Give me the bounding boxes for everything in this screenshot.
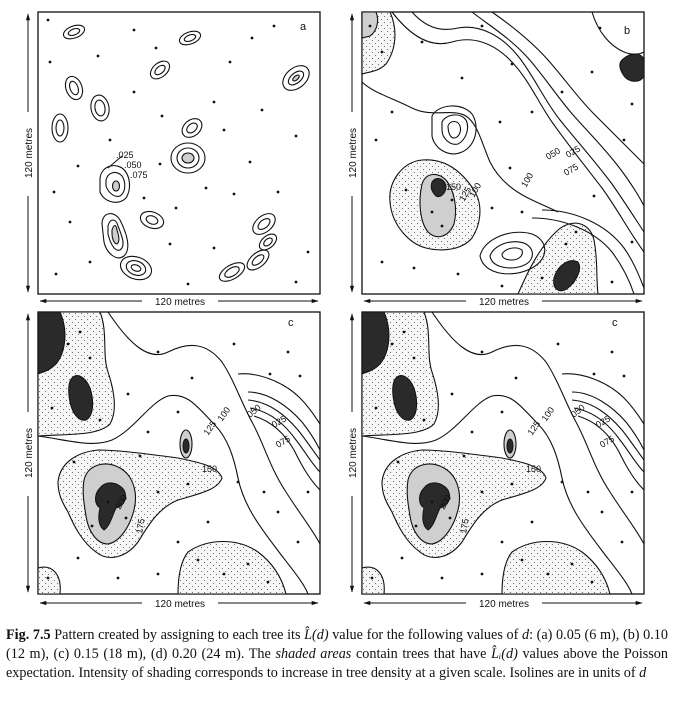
panel-letter: c [612, 317, 618, 329]
y-axis-annotation-top-left [24, 14, 35, 292]
panel-c [38, 312, 320, 594]
caption-text: values above the Poisson expectation. Intensity of shading corresponds to increase in tree density at a given scale. Isolines are in units of [6, 646, 668, 681]
contour-label: 175 [134, 517, 147, 535]
y-axis-annotation-top-right [348, 14, 359, 292]
contour-label: 025 [270, 413, 289, 430]
x-axis-label: 120 metres [154, 599, 206, 610]
contour-label: 125 [201, 419, 219, 438]
contour-label: 050 [244, 402, 263, 420]
caption-text: : (a) 0.05 (6 m), (b) 0.10 (12 m), (c) 0.15 (18 m), (d) 0.20 (24 m). The [6, 627, 668, 662]
caption-text: Pattern created by assigning to each tree its [50, 627, 305, 643]
y-axis-label: 120 metres [24, 427, 35, 479]
y-axis-label: 120 metres [24, 127, 35, 179]
caption-symbol: L̂(d) [304, 627, 329, 643]
contour-label: 100 [539, 405, 557, 424]
caption-text: contain trees that have [351, 646, 492, 662]
panel-b [362, 12, 644, 294]
y-axis-annotation-bottom-left [24, 314, 35, 592]
contour-label: 075 [274, 433, 293, 450]
panel-letter: c [288, 317, 294, 329]
caption-emphasis: shaded areas [275, 646, 352, 662]
y-axis-label: 120 metres [348, 127, 359, 179]
contour-label: .075 [130, 170, 148, 180]
figure-caption [6, 626, 668, 683]
contour-label: 050 [568, 402, 587, 420]
y-axis-annotation-bottom-right [348, 314, 359, 592]
caption-text: value for the following values of [328, 627, 522, 643]
contour-label: .050 [124, 160, 142, 170]
contour-label: .025 [116, 150, 134, 160]
contour-label: 025 [594, 413, 613, 430]
contour-label: 075 [562, 161, 581, 178]
panel-a [38, 12, 320, 294]
x-axis-annotation-bottom-right [364, 599, 642, 610]
contour-label: 200 [437, 492, 454, 511]
contour-label: 100 [467, 180, 484, 199]
panel-d [362, 312, 644, 594]
figure-number: Fig. 7.5 [6, 627, 51, 643]
contour-label: 125 [457, 184, 474, 203]
contour-label: 150 [202, 464, 218, 474]
panel-letter: a [300, 21, 307, 33]
x-axis-annotation-bottom-left [40, 599, 318, 610]
caption-symbol: L̂ᵢ(d) [491, 646, 518, 662]
x-axis-label: 120 metres [154, 297, 206, 308]
caption-symbol: d [639, 665, 647, 681]
x-axis-label: 120 metres [478, 599, 530, 610]
contour-label: 150 [526, 464, 542, 474]
contour-label: 100 [215, 405, 233, 424]
x-axis-annotation-top-left [40, 297, 318, 308]
contour-label: 125 [525, 419, 543, 438]
caption-symbol: d [521, 627, 530, 643]
y-axis-label: 120 metres [348, 427, 359, 479]
contour-label: 200 [113, 492, 130, 511]
contour-label: 075 [598, 433, 617, 450]
contour-label: 025 [564, 143, 583, 160]
x-axis-annotation-top-right [364, 297, 642, 308]
x-axis-label: 120 metres [478, 297, 530, 308]
contour-label: 100 [519, 170, 536, 189]
panel-letter: b [624, 25, 631, 37]
contour-label: 175 [458, 517, 471, 535]
contour-label: 050 [544, 145, 563, 162]
contour-label: 150 [446, 182, 462, 192]
